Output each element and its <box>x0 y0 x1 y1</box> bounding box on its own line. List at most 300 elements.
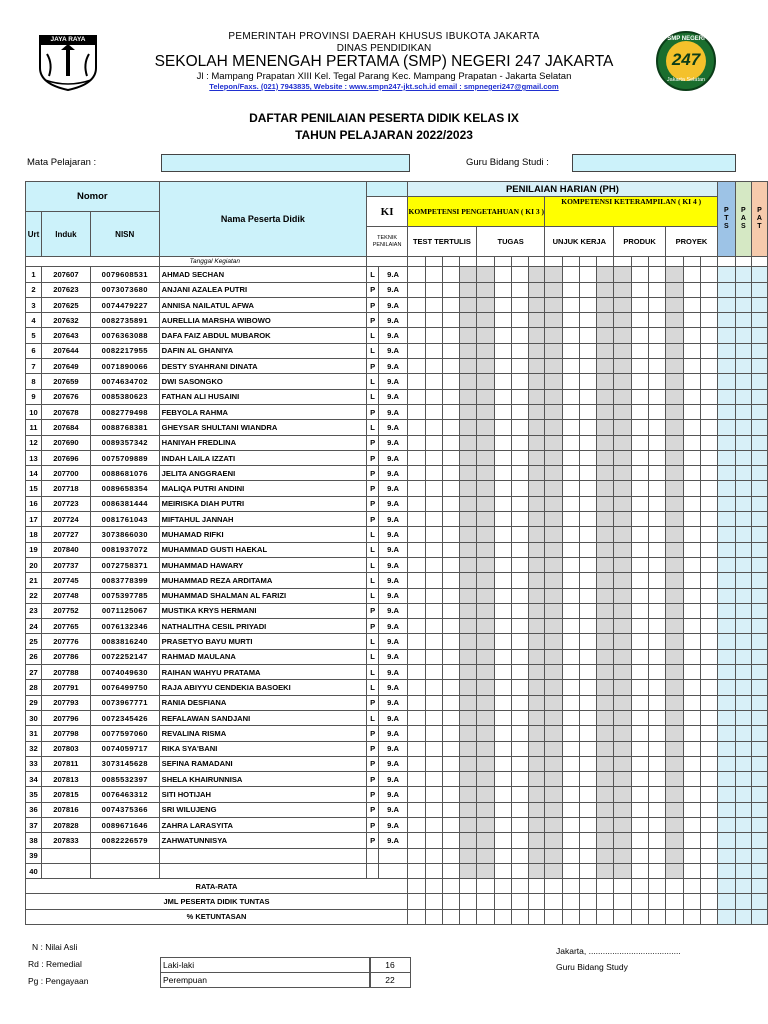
grade-cell[interactable] <box>476 649 494 664</box>
grade-cell[interactable] <box>459 297 476 312</box>
grade-cell[interactable] <box>511 481 528 496</box>
grade-cell[interactable] <box>408 282 426 297</box>
grade-cell[interactable] <box>666 695 684 710</box>
grade-cell[interactable] <box>511 313 528 328</box>
grade-cell[interactable] <box>476 665 494 680</box>
grade-cell[interactable] <box>442 817 459 832</box>
grade-cell[interactable] <box>511 787 528 802</box>
grade-cell[interactable] <box>735 404 751 419</box>
grade-cell[interactable] <box>700 726 717 741</box>
grade-cell[interactable] <box>494 588 511 603</box>
grade-cell[interactable] <box>751 267 767 282</box>
grade-cell[interactable] <box>459 450 476 465</box>
grade-cell[interactable] <box>632 772 649 787</box>
grade-cell[interactable] <box>597 680 614 695</box>
grade-cell[interactable] <box>683 802 700 817</box>
grade-cell[interactable] <box>649 634 666 649</box>
grade-cell[interactable] <box>545 466 563 481</box>
grade-cell[interactable] <box>666 863 684 878</box>
grade-cell[interactable] <box>442 267 459 282</box>
grade-cell[interactable] <box>751 328 767 343</box>
grade-cell[interactable] <box>494 726 511 741</box>
grade-cell[interactable] <box>683 710 700 725</box>
grade-cell[interactable] <box>632 634 649 649</box>
grade-cell[interactable] <box>580 741 597 756</box>
grade-cell[interactable] <box>666 848 684 863</box>
grade-cell[interactable] <box>632 665 649 680</box>
grade-cell[interactable] <box>545 297 563 312</box>
grade-cell[interactable] <box>545 282 563 297</box>
grade-cell[interactable] <box>735 267 751 282</box>
grade-cell[interactable] <box>511 435 528 450</box>
grade-cell[interactable] <box>597 282 614 297</box>
grade-cell[interactable] <box>459 496 476 511</box>
grade-cell[interactable] <box>700 603 717 618</box>
grade-cell[interactable] <box>442 649 459 664</box>
grade-cell[interactable] <box>459 603 476 618</box>
grade-cell[interactable] <box>717 848 735 863</box>
grade-cell[interactable] <box>442 848 459 863</box>
grade-cell[interactable] <box>649 573 666 588</box>
grade-cell[interactable] <box>563 282 580 297</box>
grade-cell[interactable] <box>425 420 442 435</box>
grade-cell[interactable] <box>511 802 528 817</box>
grade-cell[interactable] <box>408 772 426 787</box>
grade-cell[interactable] <box>632 603 649 618</box>
grade-cell[interactable] <box>528 848 545 863</box>
grade-cell[interactable] <box>563 420 580 435</box>
grade-cell[interactable] <box>751 680 767 695</box>
grade-cell[interactable] <box>735 649 751 664</box>
grade-cell[interactable] <box>476 573 494 588</box>
grade-cell[interactable] <box>683 359 700 374</box>
grade-cell[interactable] <box>735 313 751 328</box>
grade-cell[interactable] <box>545 573 563 588</box>
grade-cell[interactable] <box>683 649 700 664</box>
grade-cell[interactable] <box>700 282 717 297</box>
grade-cell[interactable] <box>632 374 649 389</box>
grade-cell[interactable] <box>425 802 442 817</box>
grade-cell[interactable] <box>751 665 767 680</box>
grade-cell[interactable] <box>597 481 614 496</box>
grade-cell[interactable] <box>425 603 442 618</box>
grade-cell[interactable] <box>632 680 649 695</box>
grade-cell[interactable] <box>563 802 580 817</box>
grade-cell[interactable] <box>459 542 476 557</box>
grade-cell[interactable] <box>649 726 666 741</box>
grade-cell[interactable] <box>614 863 632 878</box>
grade-cell[interactable] <box>666 297 684 312</box>
grade-cell[interactable] <box>649 710 666 725</box>
grade-cell[interactable] <box>700 496 717 511</box>
grade-cell[interactable] <box>459 665 476 680</box>
grade-cell[interactable] <box>649 817 666 832</box>
grade-cell[interactable] <box>751 557 767 572</box>
grade-cell[interactable] <box>649 496 666 511</box>
grade-cell[interactable] <box>717 756 735 771</box>
grade-cell[interactable] <box>442 863 459 878</box>
grade-cell[interactable] <box>632 420 649 435</box>
grade-cell[interactable] <box>563 588 580 603</box>
grade-cell[interactable] <box>425 267 442 282</box>
grade-cell[interactable] <box>408 787 426 802</box>
grade-cell[interactable] <box>545 649 563 664</box>
grade-cell[interactable] <box>717 634 735 649</box>
grade-cell[interactable] <box>476 313 494 328</box>
grade-cell[interactable] <box>649 542 666 557</box>
grade-cell[interactable] <box>425 542 442 557</box>
grade-cell[interactable] <box>476 282 494 297</box>
grade-cell[interactable] <box>442 787 459 802</box>
grade-cell[interactable] <box>632 557 649 572</box>
grade-cell[interactable] <box>700 665 717 680</box>
grade-cell[interactable] <box>751 848 767 863</box>
grade-cell[interactable] <box>528 726 545 741</box>
grade-cell[interactable] <box>614 404 632 419</box>
grade-cell[interactable] <box>545 741 563 756</box>
grade-cell[interactable] <box>751 756 767 771</box>
grade-cell[interactable] <box>632 313 649 328</box>
grade-cell[interactable] <box>442 496 459 511</box>
grade-cell[interactable] <box>683 542 700 557</box>
grade-cell[interactable] <box>649 435 666 450</box>
grade-cell[interactable] <box>683 665 700 680</box>
grade-cell[interactable] <box>580 848 597 863</box>
grade-cell[interactable] <box>700 710 717 725</box>
grade-cell[interactable] <box>632 527 649 542</box>
grade-cell[interactable] <box>563 557 580 572</box>
grade-cell[interactable] <box>408 665 426 680</box>
grade-cell[interactable] <box>511 450 528 465</box>
grade-cell[interactable] <box>632 710 649 725</box>
grade-cell[interactable] <box>476 267 494 282</box>
grade-cell[interactable] <box>735 756 751 771</box>
grade-cell[interactable] <box>425 389 442 404</box>
grade-cell[interactable] <box>511 404 528 419</box>
grade-cell[interactable] <box>735 496 751 511</box>
grade-cell[interactable] <box>563 665 580 680</box>
grade-cell[interactable] <box>563 542 580 557</box>
grade-cell[interactable] <box>735 695 751 710</box>
grade-cell[interactable] <box>700 588 717 603</box>
grade-cell[interactable] <box>408 634 426 649</box>
grade-cell[interactable] <box>580 863 597 878</box>
grade-cell[interactable] <box>614 573 632 588</box>
grade-cell[interactable] <box>408 833 426 848</box>
grade-cell[interactable] <box>425 772 442 787</box>
grade-cell[interactable] <box>563 313 580 328</box>
grade-cell[interactable] <box>717 603 735 618</box>
grade-cell[interactable] <box>425 359 442 374</box>
grade-cell[interactable] <box>408 680 426 695</box>
grade-cell[interactable] <box>700 313 717 328</box>
grade-cell[interactable] <box>700 450 717 465</box>
grade-cell[interactable] <box>459 328 476 343</box>
grade-cell[interactable] <box>494 817 511 832</box>
grade-cell[interactable] <box>717 328 735 343</box>
grade-cell[interactable] <box>494 282 511 297</box>
grade-cell[interactable] <box>683 787 700 802</box>
grade-cell[interactable] <box>459 313 476 328</box>
grade-cell[interactable] <box>649 313 666 328</box>
grade-cell[interactable] <box>511 542 528 557</box>
school-contact-link[interactable]: Telepon/Faxs. (021) 7943835, Website : www.smpn247-jkt.sch.id email : smpnegeri247@gmail.com <box>209 82 559 91</box>
grade-cell[interactable] <box>425 466 442 481</box>
grade-cell[interactable] <box>545 833 563 848</box>
grade-cell[interactable] <box>717 557 735 572</box>
grade-cell[interactable] <box>751 741 767 756</box>
grade-cell[interactable] <box>735 634 751 649</box>
grade-cell[interactable] <box>425 282 442 297</box>
grade-cell[interactable] <box>528 557 545 572</box>
grade-cell[interactable] <box>580 726 597 741</box>
grade-cell[interactable] <box>545 389 563 404</box>
grade-cell[interactable] <box>700 527 717 542</box>
grade-cell[interactable] <box>632 297 649 312</box>
grade-cell[interactable] <box>511 374 528 389</box>
grade-cell[interactable] <box>717 297 735 312</box>
grade-cell[interactable] <box>545 665 563 680</box>
grade-cell[interactable] <box>666 557 684 572</box>
grade-cell[interactable] <box>649 450 666 465</box>
grade-cell[interactable] <box>494 512 511 527</box>
grade-cell[interactable] <box>666 267 684 282</box>
grade-cell[interactable] <box>408 557 426 572</box>
grade-cell[interactable] <box>666 649 684 664</box>
grade-cell[interactable] <box>563 833 580 848</box>
grade-cell[interactable] <box>425 512 442 527</box>
grade-cell[interactable] <box>649 802 666 817</box>
grade-cell[interactable] <box>580 756 597 771</box>
grade-cell[interactable] <box>494 680 511 695</box>
grade-cell[interactable] <box>632 833 649 848</box>
grade-cell[interactable] <box>511 527 528 542</box>
grade-cell[interactable] <box>614 313 632 328</box>
grade-cell[interactable] <box>545 527 563 542</box>
grade-cell[interactable] <box>580 328 597 343</box>
grade-cell[interactable] <box>511 863 528 878</box>
grade-cell[interactable] <box>425 404 442 419</box>
grade-cell[interactable] <box>614 466 632 481</box>
grade-cell[interactable] <box>580 496 597 511</box>
grade-cell[interactable] <box>751 466 767 481</box>
grade-cell[interactable] <box>735 726 751 741</box>
grade-cell[interactable] <box>632 863 649 878</box>
grade-cell[interactable] <box>632 466 649 481</box>
grade-cell[interactable] <box>666 313 684 328</box>
grade-cell[interactable] <box>717 726 735 741</box>
grade-cell[interactable] <box>425 741 442 756</box>
grade-cell[interactable] <box>494 863 511 878</box>
grade-cell[interactable] <box>425 343 442 358</box>
grade-cell[interactable] <box>425 328 442 343</box>
grade-cell[interactable] <box>528 420 545 435</box>
grade-cell[interactable] <box>494 466 511 481</box>
grade-cell[interactable] <box>597 665 614 680</box>
grade-cell[interactable] <box>528 496 545 511</box>
grade-cell[interactable] <box>494 634 511 649</box>
grade-cell[interactable] <box>666 512 684 527</box>
grade-cell[interactable] <box>511 389 528 404</box>
grade-cell[interactable] <box>563 603 580 618</box>
grade-cell[interactable] <box>683 328 700 343</box>
grade-cell[interactable] <box>425 710 442 725</box>
grade-cell[interactable] <box>614 527 632 542</box>
grade-cell[interactable] <box>408 328 426 343</box>
grade-cell[interactable] <box>700 756 717 771</box>
grade-cell[interactable] <box>511 297 528 312</box>
grade-cell[interactable] <box>683 573 700 588</box>
grade-cell[interactable] <box>649 787 666 802</box>
grade-cell[interactable] <box>735 557 751 572</box>
grade-cell[interactable] <box>494 527 511 542</box>
grade-cell[interactable] <box>494 649 511 664</box>
grade-cell[interactable] <box>408 435 426 450</box>
grade-cell[interactable] <box>735 328 751 343</box>
grade-cell[interactable] <box>717 404 735 419</box>
grade-cell[interactable] <box>563 710 580 725</box>
grade-cell[interactable] <box>700 297 717 312</box>
grade-cell[interactable] <box>408 848 426 863</box>
grade-cell[interactable] <box>666 756 684 771</box>
grade-cell[interactable] <box>545 404 563 419</box>
grade-cell[interactable] <box>649 297 666 312</box>
grade-cell[interactable] <box>751 420 767 435</box>
grade-cell[interactable] <box>649 328 666 343</box>
grade-cell[interactable] <box>717 481 735 496</box>
grade-cell[interactable] <box>580 619 597 634</box>
grade-cell[interactable] <box>476 741 494 756</box>
grade-cell[interactable] <box>511 817 528 832</box>
grade-cell[interactable] <box>494 542 511 557</box>
subject-input[interactable] <box>161 154 410 172</box>
grade-cell[interactable] <box>425 557 442 572</box>
grade-cell[interactable] <box>528 741 545 756</box>
grade-cell[interactable] <box>442 603 459 618</box>
grade-cell[interactable] <box>683 343 700 358</box>
grade-cell[interactable] <box>545 435 563 450</box>
grade-cell[interactable] <box>700 649 717 664</box>
grade-cell[interactable] <box>476 619 494 634</box>
grade-cell[interactable] <box>649 588 666 603</box>
grade-cell[interactable] <box>528 542 545 557</box>
grade-cell[interactable] <box>649 389 666 404</box>
grade-cell[interactable] <box>476 634 494 649</box>
grade-cell[interactable] <box>751 404 767 419</box>
grade-cell[interactable] <box>666 665 684 680</box>
grade-cell[interactable] <box>511 710 528 725</box>
grade-cell[interactable] <box>459 634 476 649</box>
grade-cell[interactable] <box>425 863 442 878</box>
grade-cell[interactable] <box>683 695 700 710</box>
grade-cell[interactable] <box>459 741 476 756</box>
grade-cell[interactable] <box>597 710 614 725</box>
grade-cell[interactable] <box>700 833 717 848</box>
grade-cell[interactable] <box>683 741 700 756</box>
grade-cell[interactable] <box>476 817 494 832</box>
grade-cell[interactable] <box>408 863 426 878</box>
grade-cell[interactable] <box>700 680 717 695</box>
grade-cell[interactable] <box>442 481 459 496</box>
grade-cell[interactable] <box>442 282 459 297</box>
grade-cell[interactable] <box>408 496 426 511</box>
grade-cell[interactable] <box>700 359 717 374</box>
teacher-input[interactable] <box>572 154 736 172</box>
grade-cell[interactable] <box>563 512 580 527</box>
grade-cell[interactable] <box>735 680 751 695</box>
grade-cell[interactable] <box>408 374 426 389</box>
grade-cell[interactable] <box>494 481 511 496</box>
grade-cell[interactable] <box>580 634 597 649</box>
grade-cell[interactable] <box>683 680 700 695</box>
grade-cell[interactable] <box>459 833 476 848</box>
grade-cell[interactable] <box>425 374 442 389</box>
grade-cell[interactable] <box>459 588 476 603</box>
grade-cell[interactable] <box>597 741 614 756</box>
grade-cell[interactable] <box>614 435 632 450</box>
grade-cell[interactable] <box>563 619 580 634</box>
grade-cell[interactable] <box>666 787 684 802</box>
grade-cell[interactable] <box>614 389 632 404</box>
grade-cell[interactable] <box>528 665 545 680</box>
grade-cell[interactable] <box>494 619 511 634</box>
grade-cell[interactable] <box>476 297 494 312</box>
grade-cell[interactable] <box>511 512 528 527</box>
grade-cell[interactable] <box>649 404 666 419</box>
grade-cell[interactable] <box>666 802 684 817</box>
grade-cell[interactable] <box>425 787 442 802</box>
grade-cell[interactable] <box>751 634 767 649</box>
grade-cell[interactable] <box>632 741 649 756</box>
grade-cell[interactable] <box>614 297 632 312</box>
grade-cell[interactable] <box>649 848 666 863</box>
grade-cell[interactable] <box>751 527 767 542</box>
grade-cell[interactable] <box>528 374 545 389</box>
grade-cell[interactable] <box>632 695 649 710</box>
grade-cell[interactable] <box>735 619 751 634</box>
grade-cell[interactable] <box>563 450 580 465</box>
grade-cell[interactable] <box>751 389 767 404</box>
grade-cell[interactable] <box>459 466 476 481</box>
grade-cell[interactable] <box>459 680 476 695</box>
grade-cell[interactable] <box>459 374 476 389</box>
grade-cell[interactable] <box>494 450 511 465</box>
grade-cell[interactable] <box>408 420 426 435</box>
grade-cell[interactable] <box>614 359 632 374</box>
grade-cell[interactable] <box>700 695 717 710</box>
grade-cell[interactable] <box>614 343 632 358</box>
grade-cell[interactable] <box>735 481 751 496</box>
grade-cell[interactable] <box>528 588 545 603</box>
grade-cell[interactable] <box>545 772 563 787</box>
grade-cell[interactable] <box>717 450 735 465</box>
grade-cell[interactable] <box>735 588 751 603</box>
grade-cell[interactable] <box>683 603 700 618</box>
grade-cell[interactable] <box>545 588 563 603</box>
grade-cell[interactable] <box>425 817 442 832</box>
grade-cell[interactable] <box>580 420 597 435</box>
grade-cell[interactable] <box>563 756 580 771</box>
grade-cell[interactable] <box>408 343 426 358</box>
grade-cell[interactable] <box>735 802 751 817</box>
grade-cell[interactable] <box>597 466 614 481</box>
grade-cell[interactable] <box>494 389 511 404</box>
grade-cell[interactable] <box>563 297 580 312</box>
grade-cell[interactable] <box>425 680 442 695</box>
grade-cell[interactable] <box>632 787 649 802</box>
grade-cell[interactable] <box>442 313 459 328</box>
grade-cell[interactable] <box>597 328 614 343</box>
